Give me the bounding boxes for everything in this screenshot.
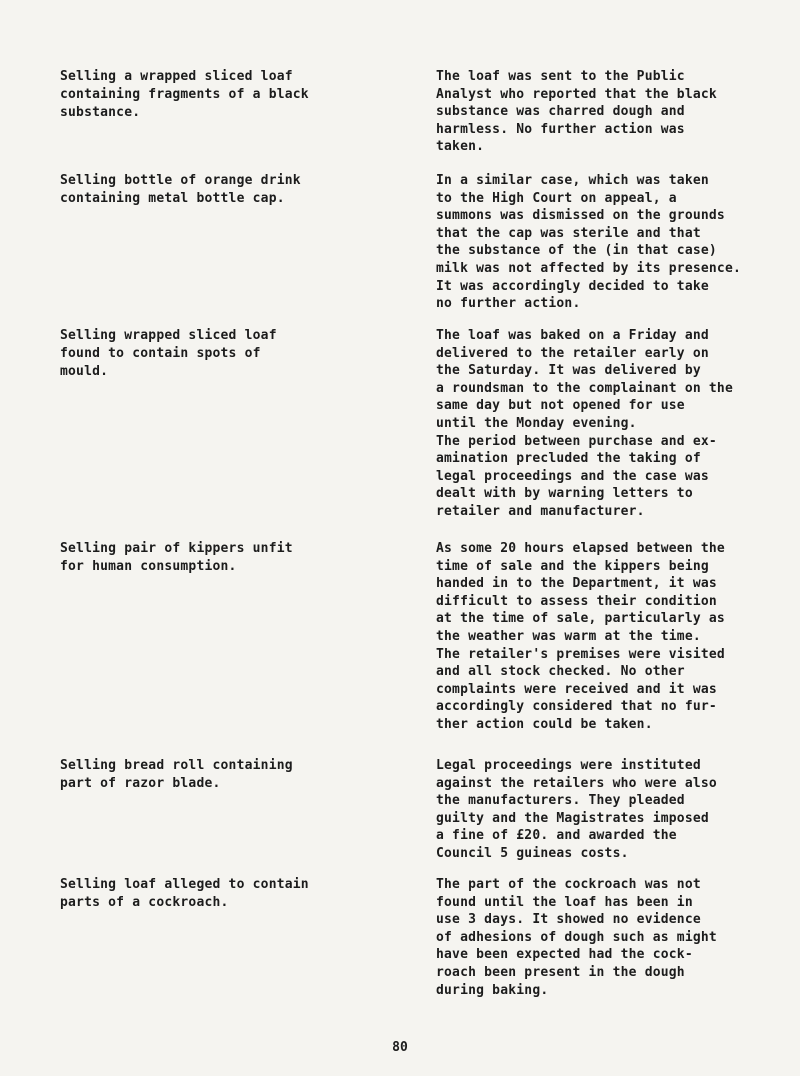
- action-text: The loaf was sent to the Public Analyst who reported that the black substance was charred dough and harmless. No further action was taken.: [436, 69, 717, 155]
- action-text: In a similar case, which was taken to the High Court on appeal, a summons was dismissed on the grounds that the cap was sterile and that the substance of the (in that case) milk was not affected by its presence. It was accordingly decided to take no further action.: [436, 173, 742, 312]
- offence-text: Selling bottle of orange drink containing metal bottle cap.: [60, 173, 301, 206]
- action-text: The loaf was baked on a Friday and delivered to the retailer early on the Saturday. It was delivered by a roundsman to the complainant on the same day but not opened for use until the Monday evening. The period between purchase and ex- amination precluded the taking of legal proceedings and the case was dealt with by warning letters to retailer and manufacturer.: [436, 328, 733, 519]
- offence-text: Selling a wrapped sliced loaf containing fragments of a black substance.: [60, 69, 309, 120]
- action-text: As some 20 hours elapsed between the time of sale and the kippers being handed in to the Department, it was difficult to assess their condition at the time of sale, particularly as the weather was warm at the time. The retailer's premises were visited and all stock checked. No other complaints were received and it was accordingly considered that no fur- ther action could be taken.: [436, 541, 725, 732]
- page-number: 80: [392, 1040, 408, 1055]
- offence-text: Selling wrapped sliced loaf found to contain spots of mould.: [60, 328, 277, 379]
- offence-text: Selling bread roll containing part of razor blade.: [60, 758, 293, 791]
- offence-text: Selling pair of kippers unfit for human consumption.: [60, 541, 293, 574]
- offence-text: Selling loaf alleged to contain parts of a cockroach.: [60, 877, 309, 910]
- action-text: Legal proceedings were instituted against the retailers who were also the manufacturers. They pleaded guilty and the Magistrates imposed a fine of £20. and awarded the Council 5 guineas costs.: [436, 758, 717, 861]
- action-text: The part of the cockroach was not found until the loaf has been in use 3 days. It showed no evidence of adhesions of dough such as might have been expected had the cock- roach been present in the dough during baking.: [436, 877, 717, 998]
